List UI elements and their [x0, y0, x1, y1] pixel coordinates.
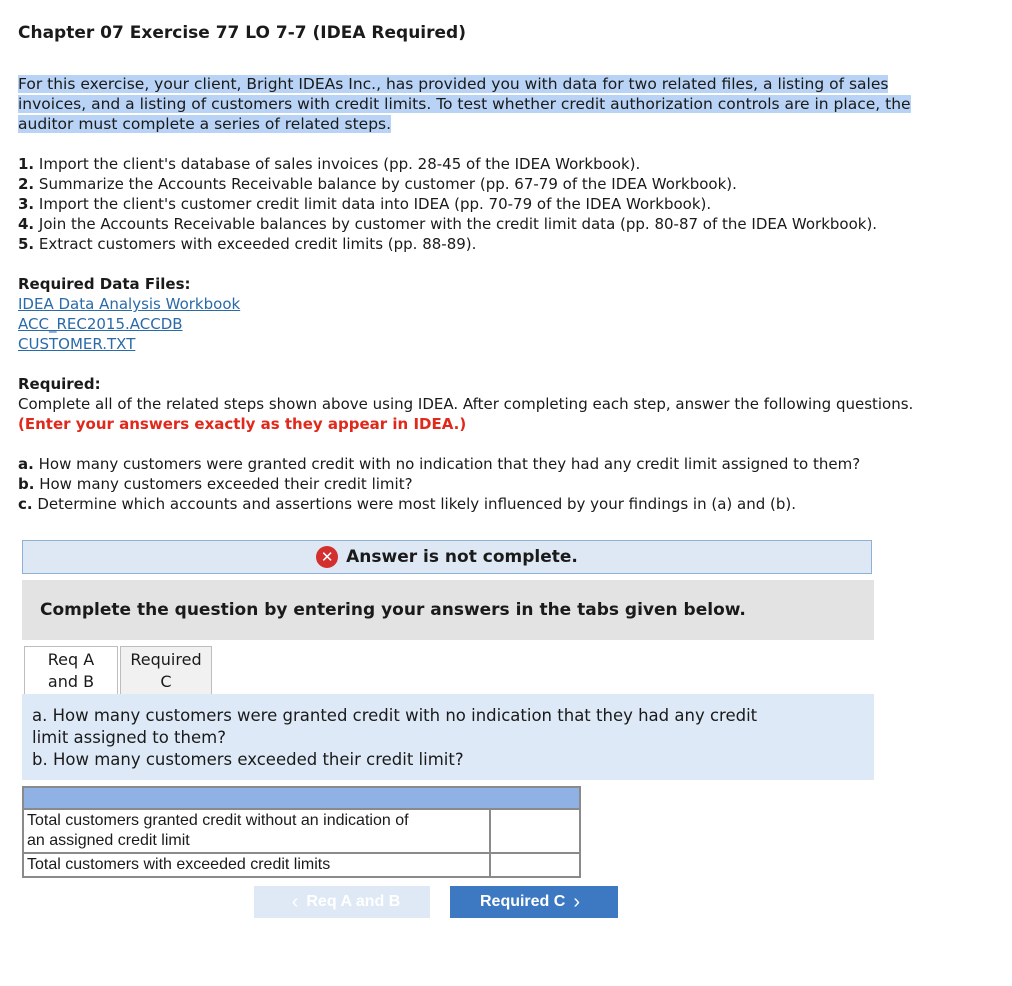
link-acc-rec-file[interactable]: ACC_REC2015.ACCDB: [18, 315, 183, 333]
intro-paragraph: [18, 74, 918, 134]
page-title: Chapter 07 Exercise 77 LO 7-7 (IDEA Required): [18, 23, 466, 43]
step-item: 1. Import the client's database of sales invoices (pp. 28-45 of the IDEA Workbook).: [18, 155, 641, 173]
answer-table-header-cell: [23, 787, 580, 809]
panel-question-a-line1: a. How many customers were granted credit with no indication that they had any credit: [32, 706, 758, 725]
tab-required-c[interactable]: Required C: [120, 646, 212, 694]
prev-tab-button[interactable]: ‹ Req A and B: [254, 886, 430, 918]
question-item: a. How many customers were granted credit with no indication that they had any credit limit assigned to them?: [18, 455, 861, 473]
answer-input-exceeded-limit[interactable]: [491, 856, 579, 875]
panel-question-b: b. How many customers exceeded their credit limit?: [32, 750, 464, 769]
row-label: Total customers granted credit without an indication of an assigned credit limit: [23, 809, 490, 853]
chevron-right-icon: ›: [573, 890, 580, 913]
question-item: b. How many customers exceeded their credit limit?: [18, 475, 413, 493]
link-idea-workbook[interactable]: IDEA Data Analysis Workbook: [18, 295, 241, 313]
intro-line-1: For this exercise, your client, Bright IDEAs Inc., has provided you with data for two related files, a listing of sales: [18, 75, 889, 93]
required-note: (Enter your answers exactly as they appear in IDEA.): [18, 415, 467, 433]
panel-question-a-line2: limit assigned to them?: [32, 728, 226, 747]
answer-input-cell[interactable]: [490, 809, 580, 853]
answer-table-header: [23, 787, 580, 809]
required-files-heading: Required Data Files:: [18, 275, 191, 293]
answer-table: [22, 786, 581, 878]
required-text: Complete all of the related steps shown above using IDEA. After completing each step, answer the following questions.: [18, 395, 914, 413]
link-customer-file[interactable]: CUSTOMER.TXT: [18, 335, 136, 353]
required-heading: Required:: [18, 375, 101, 393]
table-row: [23, 853, 580, 877]
step-item: 3. Import the client's customer credit limit data into IDEA (pp. 70-79 of the IDEA Workbook).: [18, 195, 712, 213]
required-files-list: [18, 294, 240, 354]
step-item: 4. Join the Accounts Receivable balances by customer with the credit limit data (pp. 80-87 of the IDEA Workbook).: [18, 215, 878, 233]
row-label: Total customers with exceeded credit limits: [23, 853, 490, 877]
step-item: 2. Summarize the Accounts Receivable balance by customer (pp. 67-79 of the IDEA Workbook).: [18, 175, 737, 193]
intro-line-3: auditor must complete a series of related steps.: [18, 115, 392, 133]
tab-panel-questions: [22, 694, 874, 780]
instruction-banner: [22, 580, 874, 640]
tab-req-a-and-b[interactable]: Req A and B: [24, 646, 118, 694]
questions-list: [18, 454, 860, 514]
table-row: [23, 809, 580, 853]
chevron-left-icon: ‹: [291, 890, 299, 913]
intro-line-2: invoices, and a listing of customers with credit limits. To test whether credit authorization controls are in place, the: [18, 95, 911, 113]
next-tab-button[interactable]: Required C ›: [450, 886, 618, 918]
answer-status-banner: [22, 540, 872, 574]
answer-status-text: Answer is not complete.: [346, 547, 578, 567]
steps-list: [18, 154, 877, 254]
step-item: 5. Extract customers with exceeded credit limits (pp. 88-89).: [18, 235, 477, 253]
question-item: c. Determine which accounts and assertions were most likely influenced by your findings in (a) and (b).: [18, 495, 797, 513]
answer-input-cell[interactable]: [490, 853, 580, 877]
instruction-text: Complete the question by entering your answers in the tabs given below.: [40, 600, 746, 620]
answer-input-no-credit-limit[interactable]: [491, 822, 579, 841]
x-circle-icon: ✕: [316, 546, 338, 568]
